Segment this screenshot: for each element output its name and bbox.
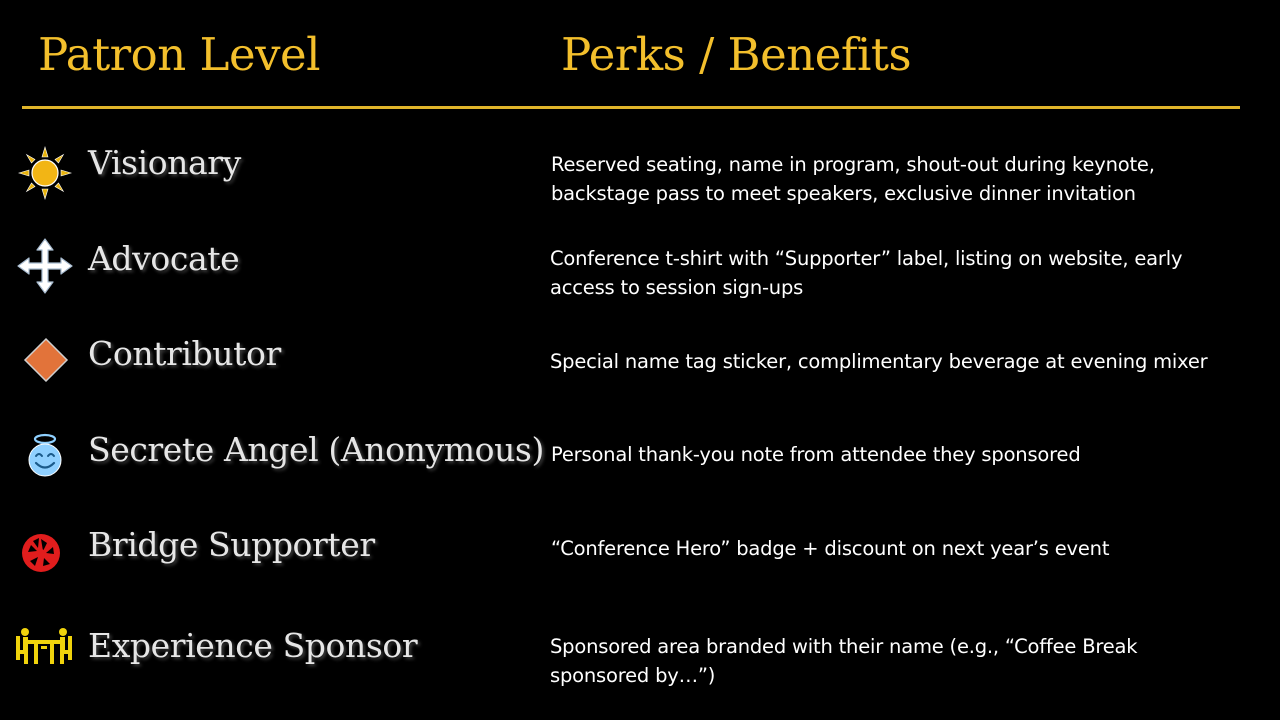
move-arrows-icon — [14, 235, 76, 297]
smiling-face-with-halo-icon — [14, 425, 76, 487]
level-name: Experience Sponsor — [88, 626, 418, 665]
level-name: Contributor — [88, 334, 281, 373]
perk-description: Conference t-shirt with “Supporter” label, listing on website, early access to session sign-ups — [550, 247, 1183, 299]
level-name: Visionary — [88, 143, 241, 182]
perk-description: Sponsored area branded with their name (e.g., “Coffee Break sponsored by…”) — [550, 635, 1138, 687]
header-divider — [22, 106, 1240, 109]
perk-description: “Conference Hero” badge + discount on next year’s event — [551, 537, 1110, 560]
perk-description: Reserved seating, name in program, shout-out during keynote, backstage pass to meet speakers, exclusive dinner invitation — [551, 153, 1155, 205]
header-perks-benefits: Perks / Benefits — [561, 28, 912, 81]
camera-aperture-icon — [10, 522, 72, 584]
sun-icon — [14, 142, 76, 204]
perk-description: Personal thank-you note from attendee they sponsored — [551, 443, 1081, 466]
level-name: Secrete Angel (Anonymous) — [88, 430, 544, 469]
level-name: Advocate — [88, 239, 240, 278]
perk-description: Special name tag sticker, complimentary beverage at evening mixer — [550, 350, 1208, 373]
header-patron-level: Patron Level — [38, 28, 321, 81]
meeting-table-icon — [12, 618, 74, 680]
level-name: Bridge Supporter — [88, 525, 375, 564]
diamond-icon — [14, 330, 76, 392]
